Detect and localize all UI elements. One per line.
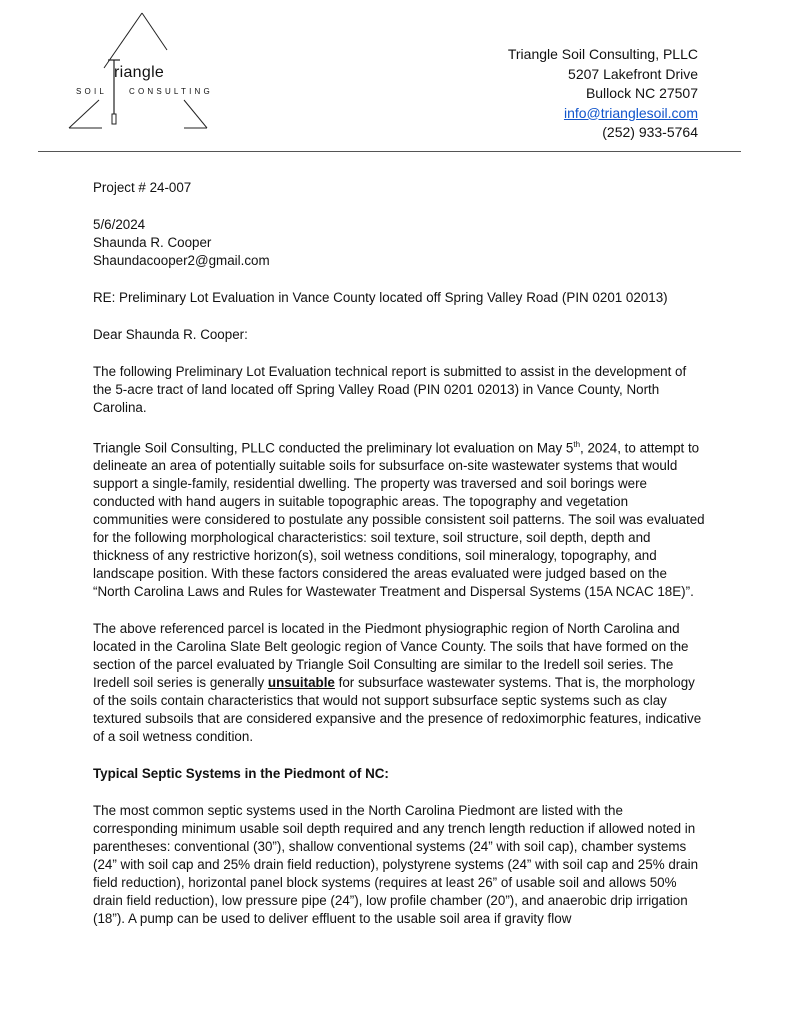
ordinal-suffix: th [573,440,581,449]
company-address-block [508,45,698,143]
recipient-block [93,216,705,270]
logo-subtitle [76,87,213,96]
header-divider [38,151,741,152]
unsuitable-emphasis: unsuitable [267,675,335,691]
paragraph-soil-series-part1: The above referenced parcel is located in the Piedmont physiographic region of North Carolina and located in the Carolina Slate Belt geologic region of Vance County. The soils that have formed on the section of the parcel evaluated by Triangle Soil Consulting are similar to the Iredell soil series. The Iredell soil series is generally [93,621,689,691]
salutation: Dear Shaunda R. Cooper: [93,327,248,342]
paragraph-soil-series [93,620,705,746]
section-heading-septic-systems: Typical Septic Systems in the Piedmont of NC: [93,766,389,782]
logo-name: riangle [114,64,165,81]
letter-body [93,179,705,947]
company-logo [64,10,214,132]
company-name: Triangle Soil Consulting, PLLC [507,46,698,62]
company-city: Bullock NC 27507 [585,85,698,101]
company-street: 5207 Lakefront Drive [568,65,698,82]
paragraph-evaluation-part1: Triangle Soil Consulting, PLLC conducted the preliminary lot evaluation on May 5 [93,440,574,456]
paragraph-septic-systems: The most common septic systems used in the North Carolina Piedmont are listed with the corresponding minimum usable soil depth required and any trench length reduction if allowed noted in parentheses: conventional (30”), shallow conventional systems (24” with soil cap), chamber systems (24” with soil cap and 25% drain field reduction), polystyrene systems (24” with soil cap and 25% drain field reduction), horizontal panel block systems (requires at least 26” of usable soil and allows 50% drain field reduction), low pressure pipe (24”), low profile chamber (20”), and anaerobic drip irrigation (18”). A pump can be used to deliver effluent to the usable soil area if gravity flow [93,803,699,927]
paragraph-evaluation-part2: , 2024, to attempt to delineate an area of potentially suitable soils for subsurface on-site wastewater systems that would support a single-family, residential dwelling. The property was traversed and soil borings were conducted with hand augers in suitable topographic areas. The topography and vegetation communities were considered to postulate any possible consistent soil patterns. The soil was evaluated for the following morphological characteristics: soil texture, soil structure, soil depth, depth and thickness of any restrictive horizon(s), soil wetness conditions, soil mineralogy, topography, and landscape position. With these factors considered the areas evaluated were judged based on the “North Carolina Laws and Rules for Wastewater Treatment and Dispersal Systems (15A NCAC 18E)”. [93,440,705,600]
company-phone: (252) 933-5764 [602,124,698,140]
logo-subtitle-left: SOIL [76,87,108,96]
recipient-name: Shaunda R. Cooper [93,235,212,250]
paragraph-soil-series-part2: for subsurface wastewater systems. That is, the morphology of the soils contain characteristics that would not support subsurface septic systems such as clay textured subsoils that are considered expansive and the presence of redoximorphic features, indicative of a soil wetness condition. [93,675,702,745]
recipient-email: Shaundacooper2@gmail.com [93,253,270,268]
logo-subtitle-right: CONSULTING [129,87,213,96]
paragraph-evaluation [93,436,705,601]
letter-date: 5/6/2024 [93,217,146,232]
project-number: Project # 24-007 [93,180,192,195]
paragraph-intro: The following Preliminary Lot Evaluation technical report is submitted to assist in the development of the 5-acre tract of land located off Spring Valley Road (PIN 0201 02013) in Vance County, North Carolina. [93,364,687,415]
company-email-link[interactable]: info@trianglesoil.com [563,104,698,121]
re-line: RE: Preliminary Lot Evaluation in Vance County located off Spring Valley Road (PIN 0201 02013) [93,290,668,305]
